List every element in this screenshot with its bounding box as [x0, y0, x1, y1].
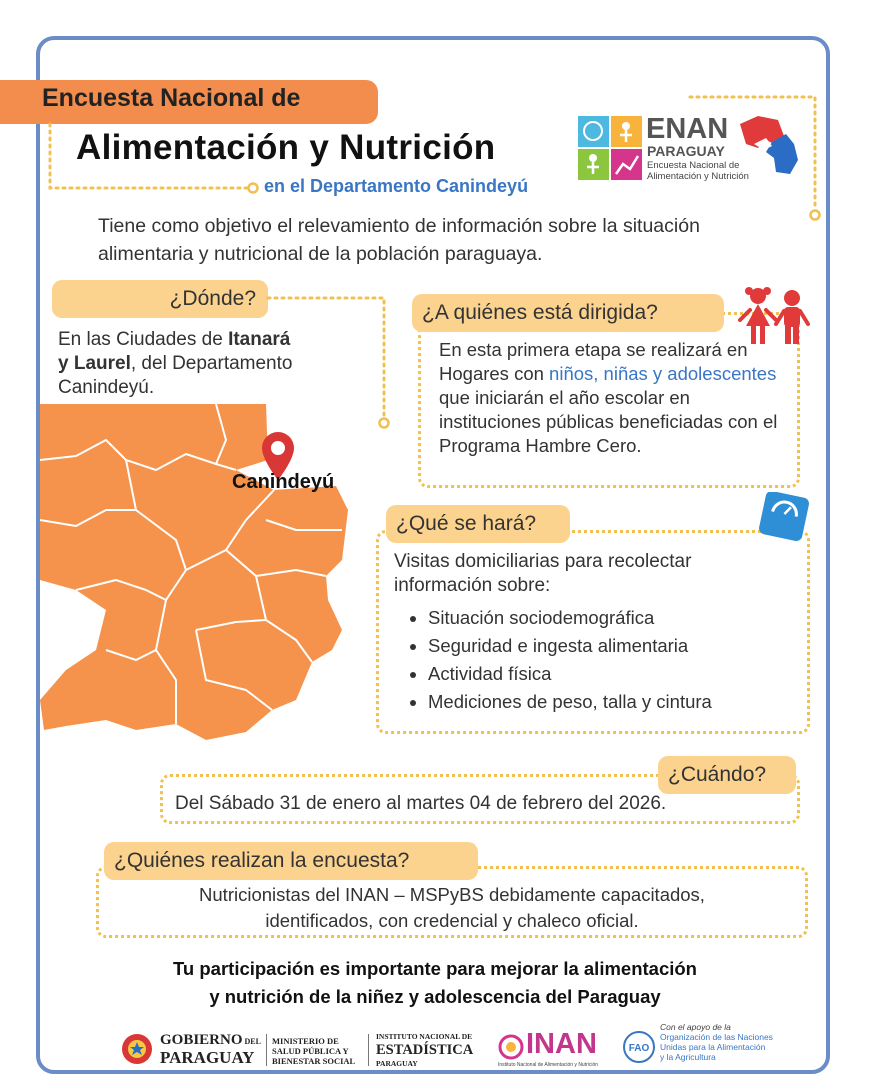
dirigida-heading — [412, 294, 724, 332]
logos-row — [120, 1022, 820, 1072]
fao-text: Con el apoyo de la Organización de las Naciones Unidas para la Alimentación y la Agricultura — [660, 1022, 773, 1062]
scale-icon — [756, 492, 812, 544]
gobierno-line2: PARAGUAY — [160, 1048, 255, 1067]
enan-subtitle-1: Encuesta Nacional de — [647, 160, 740, 171]
paraguay-map-icon — [736, 114, 802, 180]
que-hara-intro: Visitas domiciliarias para recolectar información sobre: — [394, 551, 692, 596]
enan-logo — [578, 114, 808, 186]
inan-name: INAN — [526, 1028, 597, 1060]
logo-divider — [266, 1034, 267, 1066]
ine-logo: INSTITUTO NACIONAL DE ESTADÍSTICA PARAGUAY — [376, 1032, 474, 1068]
fao-icon — [622, 1030, 656, 1064]
list-item: • Mediciones de peso, talla y cintura — [428, 688, 838, 716]
enan-name: ENAN — [646, 113, 729, 145]
list-item: • Seguridad e ingesta alimentaria — [428, 632, 838, 660]
donde-text: En las Ciudades de Itanará y Laurel, del Departamento Canindeyú. — [58, 329, 293, 398]
dirigida-heading-label: ¿A quiénes está dirigida? — [422, 301, 658, 324]
que-hara-heading — [386, 505, 570, 543]
dirigida-text: En esta primera etapa se realizará en Hogares con niños, niñas y adolescentes que iniciarán el año escolar en instituciones públicas beneficiadas con el Programa Hambre Cero. — [439, 339, 778, 456]
list-item: • Situación sociodemográfica — [428, 604, 838, 632]
enan-country: PARAGUAY — [647, 143, 725, 159]
dirigida-highlight: niños, niñas y adolescentes — [549, 363, 777, 384]
ministerio-logo: MINISTERIO DE SALUD PÚBLICA Y BIENESTAR SOCIAL — [272, 1036, 356, 1066]
footer-message: Tu participación es importante para mejorar la alimentación y nutrición de la niñez y adolescencia del Paraguay — [173, 958, 697, 1007]
page-title: Alimentación y Nutrición — [76, 128, 496, 167]
logo-divider — [368, 1034, 369, 1066]
quienes-heading — [104, 842, 478, 880]
quienes-heading-label: ¿Quiénes realizan la encuesta? — [114, 849, 410, 872]
canindeyu-map — [36, 400, 366, 750]
cuando-heading-label: ¿Cuándo? — [668, 763, 767, 786]
que-hara-heading-label: ¿Qué se hará? — [396, 512, 537, 535]
enan-subtitle-2: Alimentación y Nutrición — [647, 171, 749, 182]
gobierno-line1: GOBIERNO DEL — [160, 1032, 261, 1048]
inan-icon — [498, 1034, 524, 1060]
city-itanara: Itanará — [228, 329, 291, 350]
intro-text: Tiene como objetivo el relevamiento de información sobre la situación alimentaria y nutricional de la población paraguaya. — [98, 215, 700, 265]
inan-subtitle: Instituto Nacional de Alimentación y Nutrición — [498, 1062, 599, 1068]
list-item: • Actividad física — [428, 660, 838, 688]
quienes-text: Nutricionistas del INAN – MSPyBS debidamente capacitados, identificados, con credencial y chaleco oficial. — [199, 884, 705, 931]
donde-heading — [52, 280, 268, 318]
title-department: en el Departamento Canindeyú — [264, 176, 529, 196]
city-laurel: y Laurel — [58, 353, 131, 374]
title-line1: Encuesta Nacional de — [42, 84, 301, 112]
svg-text:FAO: FAO — [628, 1043, 650, 1054]
donde-heading-label: ¿Dónde? — [169, 287, 256, 310]
paraguay-seal-icon — [120, 1032, 154, 1066]
enan-mosaic-icon — [578, 116, 642, 182]
map-label: Canindeyú — [232, 471, 335, 493]
que-hara-list — [394, 604, 838, 716]
cuando-text: Del Sábado 31 de enero al martes 04 de febrero del 2026. — [175, 793, 667, 814]
cuando-heading — [658, 756, 796, 794]
